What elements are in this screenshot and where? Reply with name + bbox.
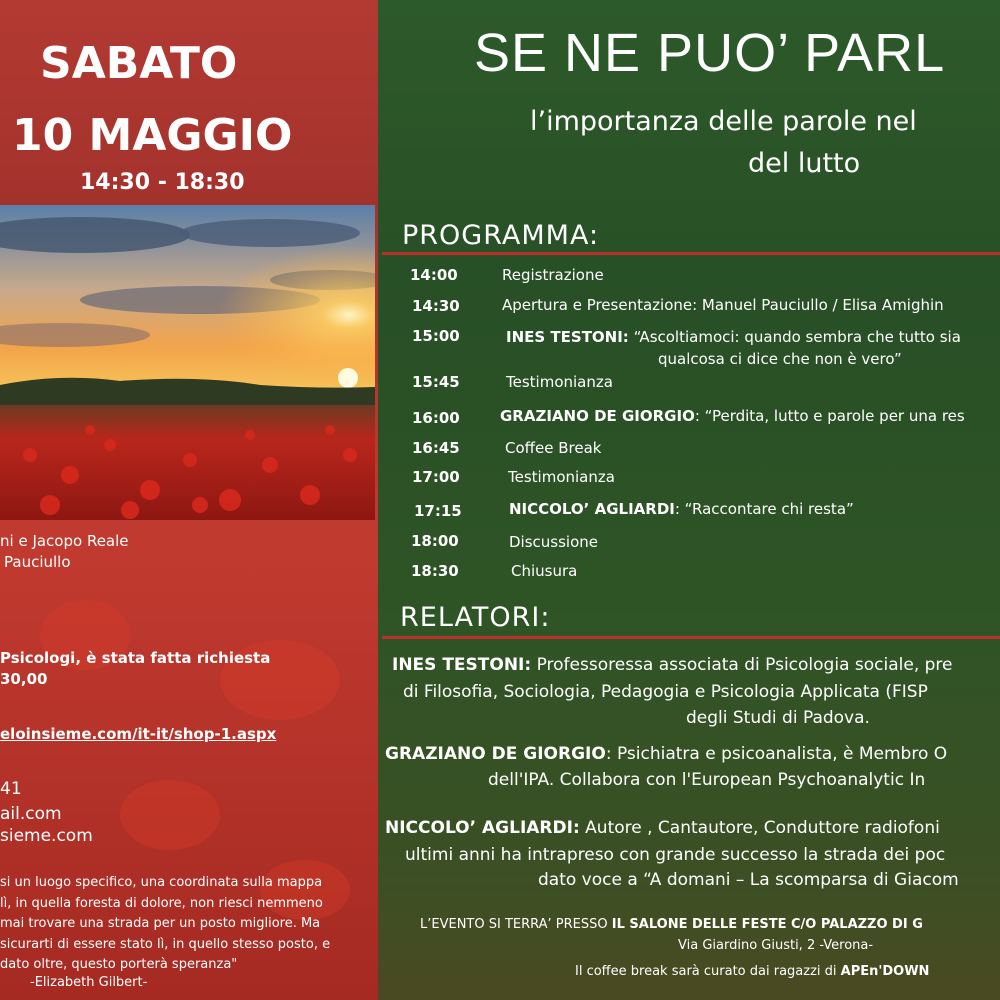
ecm-line-1: Psicologi, è stata fatta richiesta (0, 649, 271, 667)
ecm-line-2: 30,00 (0, 670, 48, 688)
relatori-divider (382, 636, 1000, 639)
row-time: 17:15 (414, 502, 462, 520)
row-label: Testimonianza (508, 468, 615, 486)
speaker-name: INES TESTONI: (392, 655, 532, 675)
quote-line-3: mai trovare una strada per un posto migliore. Ma (0, 916, 321, 931)
row-time: 18:00 (411, 532, 459, 550)
programma-heading: PROGRAMMA: (402, 220, 600, 251)
row-time: 17:00 (412, 468, 460, 486)
contact-email[interactable]: ail.com (0, 804, 62, 824)
row-speaker: GRAZIANO DE GIORGIO (500, 407, 695, 425)
event-title: SE NE PUO’ PARL (474, 23, 946, 83)
row-label: Testimonianza (506, 373, 613, 391)
poppy-field-photo (0, 205, 375, 520)
right-panel (378, 0, 1000, 1000)
row-time: 16:45 (412, 439, 460, 457)
bio-text: Autore , Cantautore, Conduttore radiofoni (579, 818, 940, 838)
row-time: 16:00 (412, 409, 460, 427)
row-label: “Ascoltiamoci: quando sembra che tutto sia (633, 328, 961, 346)
quote-line-2: lì, in quella foresta di dolore, non riesci nemmeno (0, 896, 323, 911)
row-entry (506, 328, 961, 346)
row-label-cont: qualcosa ci dice che non è vero” (658, 350, 902, 368)
programma-divider (382, 252, 1000, 255)
shop-link[interactable]: eloinsieme.com/it-it/shop-1.aspx (0, 725, 277, 743)
row-speaker: INES TESTONI: (506, 328, 629, 346)
row-label: Chiusura (511, 562, 578, 580)
contact-website[interactable]: sieme.com (0, 826, 93, 846)
row-speaker: NICCOLO’ AGLIARDI (509, 500, 675, 518)
quote-line-5: dato oltre, questo porterà speranza" (0, 957, 238, 972)
subtitle-line-1: l’importanza delle parole nel (530, 106, 917, 137)
bio-line: di Filosofia, Sociologia, Pedagogia e Psicologia Applicata (FISP (403, 682, 928, 702)
row-label: : “Perdita, lutto e parole per una res (694, 407, 965, 425)
contact-phone: 41 (0, 779, 22, 799)
bio-text: Professoressa associata di Psicologia sociale, pre (531, 655, 953, 675)
relatori-heading: RELATORI: (400, 602, 551, 633)
row-label: Coffee Break (505, 439, 602, 457)
bio-line: degli Studi di Padova. (686, 708, 870, 728)
speaker-bio-agliardi (385, 818, 940, 838)
event-day: SABATO (40, 38, 238, 89)
row-time: 15:45 (412, 373, 460, 391)
speaker-bio-testoni (392, 655, 953, 675)
left-panel (0, 0, 378, 1000)
quote-line-1: si un luogo specifico, una coordinata sulla mappa (0, 875, 323, 890)
row-time: 15:00 (412, 327, 460, 345)
row-entry (500, 407, 965, 425)
bio-line: ultimi anni ha intrapreso con grande successo la strada dei poc (405, 845, 946, 865)
credits-line-2: Pauciullo (4, 553, 71, 571)
speaker-bio-degiorgio (385, 744, 947, 764)
venue-line (420, 917, 923, 932)
venue-address: Via Giardino Giusti, 2 -Verona- (678, 938, 874, 953)
row-entry (509, 500, 854, 518)
venue-prefix: L’EVENTO SI TERRA’ PRESSO (420, 917, 612, 932)
row-time: 14:30 (412, 297, 460, 315)
bio-line: dato voce a “A domani – La scomparsa di Giacom (538, 870, 959, 890)
coffee-line (575, 964, 929, 979)
row-time: 18:30 (411, 562, 459, 580)
row-label: Apertura e Presentazione: Manuel Pauciullo / Elisa Amighin (502, 296, 944, 314)
bio-text: : Psichiatra e psicoanalista, è Membro O (605, 744, 948, 764)
row-label: Discussione (509, 533, 598, 551)
speaker-name: GRAZIANO DE GIORGIO (385, 744, 606, 764)
venue-name: IL SALONE DELLE FESTE C/O PALAZZO DI G (611, 917, 923, 932)
quote-line-4: sicurarti di essere stato lì, in quello stesso posto, e (0, 937, 331, 952)
row-label: : “Raccontare chi resta” (674, 500, 854, 518)
row-time: 14:00 (410, 266, 458, 284)
quote-author: -Elizabeth Gilbert- (30, 975, 148, 990)
event-time: 14:30 - 18:30 (80, 170, 245, 195)
coffee-prefix: Il coffee break sarà curato dai ragazzi di (575, 964, 841, 979)
event-date: 10 MAGGIO (12, 110, 293, 161)
credits-line-1: ni e Jacopo Reale (0, 532, 129, 550)
speaker-name: NICCOLO’ AGLIARDI: (385, 818, 580, 838)
coffee-name: APEn'DOWN (840, 964, 930, 979)
row-label: Registrazione (502, 266, 604, 284)
subtitle-line-2: del lutto (748, 148, 861, 179)
bio-line: dell'IPA. Collabora con l'European Psychoanalytic In (488, 770, 926, 790)
